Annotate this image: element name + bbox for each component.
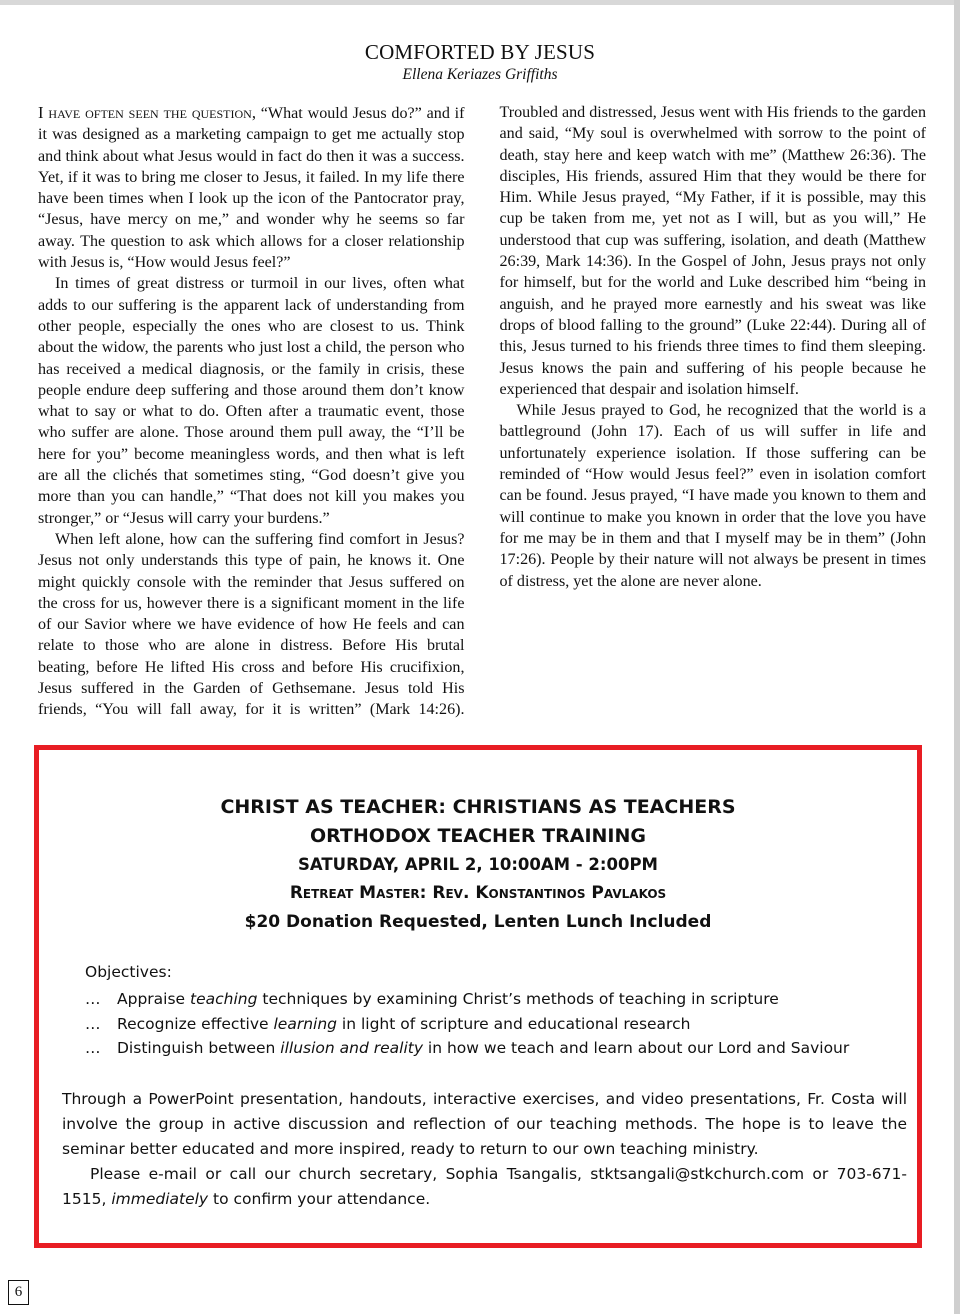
article-author: Ellena Keriazes Griffiths	[402, 66, 558, 83]
ellipsis-bullet-icon: …	[85, 1014, 101, 1033]
page-number: 6	[8, 1280, 29, 1305]
article-body	[38, 102, 926, 727]
article-paragraph: In times of great distress or turmoil in our lives, often what adds to our suffering is the apparent lack of understanding from other people, especially the ones who are closest to us. Think about the widow, the parents who just lost a child, the person who has received a medical diagnosis, or the family in crisis, these people endure deep suffering and those around them don’t know what to say or what to do. Often after a traumatic event, those who suffer are alone. Those around them pull away, the “I’ll be here for you” become meaningless words, and then what is left are all the clichés that sometimes sting, “God doesn’t give you more than you can handle,” “That does not kill you makes you stronger,” or “Jesus will carry your burdens.”	[38, 275, 465, 527]
article-paragraph: When left alone, how can the suffering find comfort in Jesus? Jesus not only understands this type of pain, he knows it. One might quickly console with the reminder that Jesus suffered on the cross for us, however there is a significant moment in the life of our Savior where we have evidence of how He feels and can relate to those who are alone in distress. Before His brutal beating, before He lifted His cross and before His crucifixion, Jesus suffered in the Garden of Gethsemane. Jesus told His friends, “You will fall away, for it is written” (Mark 14:26). Troubled and distressed, Jesus went with His friends to the garden and said, “My soul is overwhelmed with sorrow to the point of death, stay here and keep watch with me” (Matthew 26:36). The disciples, His friends, assured Him that they would be there for Him. While Jesus prayed, “My Father, if it is possible, may this cup be taken from me, yet not as I will, but as you will,” He understood that cup was suffering, isolation, and death (Matthew 26:39, Mark 14:36). In the Gospel of John, Jesus prays not only for himself, but for the world and Luke described him “being in anguish, and he prayed more earnestly and his sweat was like drops of blood falling to the ground” (Luke 22:44). During all of this, Jesus turned to his friends three times to find them sleeping. Jesus knows the pain and suffering of his people because he experienced that despair and isolation himself.	[38, 104, 926, 719]
flyer-contact-paragraph: Please e-mail or call our church secretary, Sophia Tsangalis, stktsangali@stkchurch.com or 703-671-1515, immediately to confirm your attendance.	[62, 1165, 907, 1208]
objective-text: Appraise teaching techniques by examining Christ’s methods of teaching in scripture	[117, 990, 779, 1008]
objectives-list	[85, 987, 905, 1061]
article-paragraph: While Jesus prayed to God, he recognized that the world is a battleground (John 17). Each of us will suffer in life and unfortunately experience isolation. If those suffering can be reminded of “How would Jesus feel?” even in isolation comfort can be found. Jesus prayed, “I have made you known to them and will continue to make you known in order that the love you have for me may be in them and that I myself may be in them” (John 17:26). People by their nature will not always be present in times of distress, yet the alone are never alone.	[499, 402, 926, 590]
flyer-retreat-master: Retreat Master: Rev. Konstantinos Pavlakos	[289, 883, 667, 903]
flyer-date: SATURDAY, APRIL 2, 10:00AM - 2:00PM	[298, 855, 658, 874]
page-top-edge	[0, 0, 960, 5]
flyer-donation: $20 Donation Requested, Lenten Lunch Included	[244, 912, 712, 932]
list-item	[85, 1012, 905, 1037]
flyer-heading	[39, 793, 917, 937]
list-item	[85, 1036, 905, 1061]
objective-text: Recognize effective learning in light of scripture and educational research	[117, 1014, 691, 1033]
event-flyer	[34, 745, 922, 1248]
ellipsis-bullet-icon: …	[85, 1039, 101, 1057]
flyer-description-paragraph: Through a PowerPoint presentation, handouts, interactive exercises, and video presentations, Fr. Costa will involve the group in active discussion and reflection of our teaching methods. The hope is to leave the seminar better educated and more inspired, ready to return to our own teaching ministry.	[62, 1090, 907, 1158]
list-item	[85, 987, 905, 1012]
ellipsis-bullet-icon: …	[85, 990, 101, 1008]
objective-text: Distinguish between illusion and reality in how we teach and learn about our Lord and Saviour	[117, 1039, 850, 1057]
article-title: COMFORTED BY JESUS	[364, 40, 596, 64]
article-paragraph-text: “What would Jesus do?” and if it was designed as a marketing campaign to get me actually stop and think about what Jesus would in fact do then it was a success. Yet, if it was to bring me closer to Jesus, it failed. In my life there have been times when I look up the icon of the Pantocrator pray, “Jesus, have mercy on me,” and wonder why he seems so far away. The question to ask which allows for a closer relationship with Jesus is, “How would Jesus feel?”	[38, 105, 465, 272]
page-right-edge	[954, 0, 960, 1314]
flyer-subtitle: ORTHODOX TEACHER TRAINING	[310, 825, 646, 847]
objectives-label: Objectives:	[85, 963, 172, 981]
article-paragraph	[38, 102, 465, 273]
article-lead-in: I have often seen the question,	[38, 103, 256, 122]
flyer-description	[62, 1087, 907, 1212]
article-header	[0, 39, 960, 85]
flyer-title: CHRIST AS TEACHER: CHRISTIANS AS TEACHERS	[220, 796, 736, 818]
